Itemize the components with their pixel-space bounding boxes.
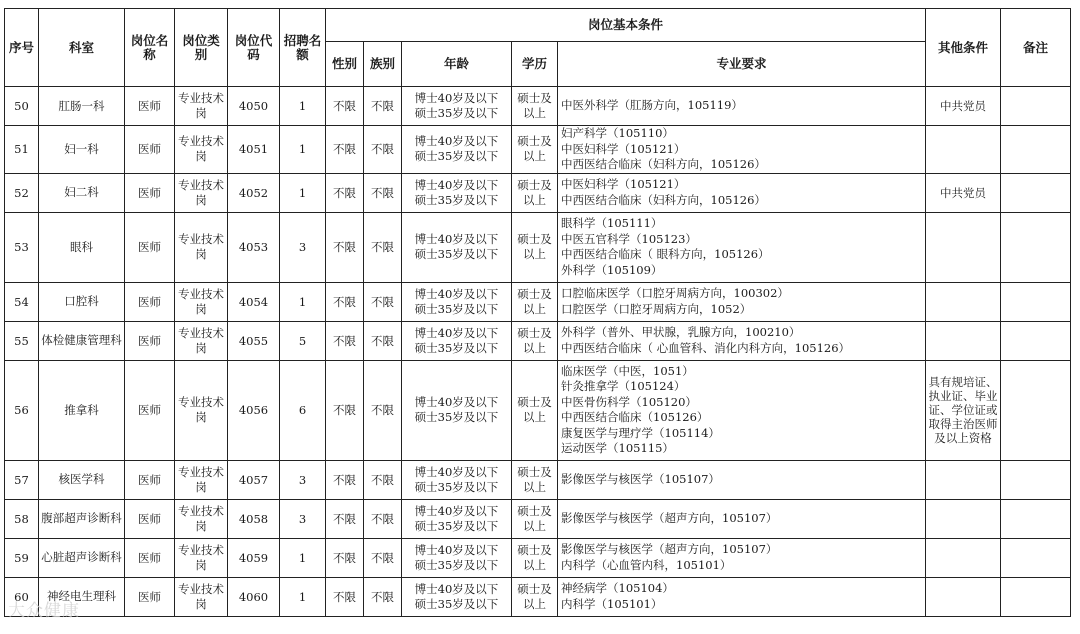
cell-age-line: 硕士35岁及以下 bbox=[414, 410, 499, 424]
cell-post-type: 专业技术岗 bbox=[175, 87, 228, 126]
cell-post-code: 4056 bbox=[228, 360, 280, 460]
cell-remark bbox=[1001, 212, 1071, 282]
cell-gender: 不限 bbox=[326, 282, 364, 321]
cell-quota: 1 bbox=[280, 538, 326, 577]
cell-age-line: 硕士35岁及以下 bbox=[414, 518, 499, 533]
cell-major-line: 中医五官科学（105123） bbox=[561, 231, 697, 246]
cell-dept: 腹部超声诊断科 bbox=[39, 499, 125, 538]
cell-major-line: 内科学（105101） bbox=[561, 596, 663, 611]
cell-seq: 54 bbox=[5, 282, 39, 321]
header-quota: 招聘名额 bbox=[280, 9, 326, 87]
cell-post-code: 4055 bbox=[228, 321, 280, 360]
cell-gender: 不限 bbox=[326, 460, 364, 499]
cell-post-name: 医师 bbox=[125, 321, 175, 360]
cell-post-code: 4058 bbox=[228, 499, 280, 538]
cell-seq: 52 bbox=[5, 173, 39, 212]
cell-age bbox=[402, 360, 512, 460]
table-row bbox=[5, 360, 1071, 460]
table-row bbox=[5, 212, 1071, 282]
cell-major bbox=[558, 538, 926, 577]
cell-remark bbox=[1001, 87, 1071, 126]
table-row bbox=[5, 126, 1071, 174]
cell-major-line: 中西医结合临床（105126） bbox=[561, 410, 709, 424]
cell-age-line: 硕士35岁及以下 bbox=[414, 301, 499, 316]
cell-remark bbox=[1001, 577, 1071, 616]
cell-post-name: 医师 bbox=[125, 126, 175, 174]
cell-quota: 6 bbox=[280, 360, 326, 460]
watermark-text: 大众健康 bbox=[8, 601, 80, 621]
cell-ethnicity: 不限 bbox=[364, 212, 402, 282]
cell-major bbox=[558, 212, 926, 282]
cell-education: 硕士及以上 bbox=[512, 577, 558, 616]
cell-ethnicity: 不限 bbox=[364, 499, 402, 538]
cell-age bbox=[402, 87, 512, 126]
cell-ethnicity: 不限 bbox=[364, 173, 402, 212]
cell-age-line: 硕士35岁及以下 bbox=[414, 340, 499, 355]
cell-dept: 推拿科 bbox=[39, 360, 125, 460]
cell-major bbox=[558, 460, 926, 499]
cell-dept: 心脏超声诊断科 bbox=[39, 538, 125, 577]
cell-major-line: 影像医学与核医学（105107） bbox=[561, 471, 720, 486]
cell-age-line: 硕士35岁及以下 bbox=[414, 149, 499, 164]
cell-age-line: 博士40岁及以下 bbox=[414, 177, 499, 192]
cell-age-line: 博士40岁及以下 bbox=[414, 464, 499, 479]
cell-age-line: 硕士35岁及以下 bbox=[414, 106, 499, 120]
cell-dept: 肛肠一科 bbox=[39, 87, 125, 126]
cell-education: 硕士及以上 bbox=[512, 212, 558, 282]
cell-gender: 不限 bbox=[326, 87, 364, 126]
cell-major-line: 中西医结合临床（妇科方向，105126） bbox=[561, 157, 766, 171]
cell-quota: 1 bbox=[280, 126, 326, 174]
cell-major bbox=[558, 360, 926, 460]
cell-major-line: 影像医学与核医学（超声方向，105107） bbox=[561, 542, 778, 556]
cell-post-name: 医师 bbox=[125, 499, 175, 538]
cell-major bbox=[558, 282, 926, 321]
cell-post-name: 医师 bbox=[125, 538, 175, 577]
header-post-type: 岗位类别 bbox=[175, 9, 228, 87]
header-seq: 序号 bbox=[5, 9, 39, 87]
cell-major-line: 妇产科学（105110） bbox=[561, 126, 674, 140]
cell-dept: 神经电生理科 bbox=[39, 577, 125, 616]
cell-age-line: 博士40岁及以下 bbox=[414, 503, 499, 518]
job-requirements-table bbox=[4, 8, 1071, 617]
cell-age-line: 博士40岁及以下 bbox=[414, 232, 499, 246]
cell-other bbox=[926, 212, 1001, 282]
cell-age-line: 博士40岁及以下 bbox=[414, 581, 499, 596]
cell-ethnicity: 不限 bbox=[364, 460, 402, 499]
table-row bbox=[5, 499, 1071, 538]
cell-age-line: 博士40岁及以下 bbox=[414, 395, 499, 409]
header-education: 学历 bbox=[512, 42, 558, 87]
cell-remark bbox=[1001, 460, 1071, 499]
cell-remark bbox=[1001, 360, 1071, 460]
header-other: 其他条件 bbox=[926, 9, 1001, 87]
cell-other: 中共党员 bbox=[926, 173, 1001, 212]
cell-major-line: 运动医学（105115） bbox=[561, 441, 674, 455]
cell-age bbox=[402, 577, 512, 616]
cell-seq: 55 bbox=[5, 321, 39, 360]
cell-post-code: 4060 bbox=[228, 577, 280, 616]
table-row bbox=[5, 538, 1071, 577]
cell-ethnicity: 不限 bbox=[364, 282, 402, 321]
cell-major-line: 中医妇科学（105121） bbox=[561, 141, 686, 156]
cell-other bbox=[926, 460, 1001, 499]
table-row bbox=[5, 577, 1071, 616]
cell-remark bbox=[1001, 126, 1071, 174]
cell-age bbox=[402, 212, 512, 282]
cell-education: 硕士及以上 bbox=[512, 460, 558, 499]
cell-remark bbox=[1001, 173, 1071, 212]
cell-seq: 58 bbox=[5, 499, 39, 538]
cell-gender: 不限 bbox=[326, 538, 364, 577]
cell-age-line: 博士40岁及以下 bbox=[414, 325, 499, 340]
cell-education: 硕士及以上 bbox=[512, 360, 558, 460]
cell-gender: 不限 bbox=[326, 577, 364, 616]
cell-major-line: 外科学（普外、甲状腺，乳腺方向，100210） bbox=[561, 325, 801, 339]
cell-major-line: 中医外科学（肛肠方向，105119） bbox=[561, 98, 743, 113]
cell-major-line: 口腔临床医学（口腔牙周病方向，100302） bbox=[561, 286, 789, 300]
cell-remark bbox=[1001, 282, 1071, 321]
cell-age bbox=[402, 460, 512, 499]
cell-other bbox=[926, 499, 1001, 538]
cell-quota: 3 bbox=[280, 499, 326, 538]
cell-other bbox=[926, 538, 1001, 577]
cell-major-line: 神经病学（105104） bbox=[561, 581, 674, 595]
cell-major-line: 中西医结合临床（ 眼科方向，105126） bbox=[561, 247, 770, 261]
cell-remark bbox=[1001, 499, 1071, 538]
cell-age bbox=[402, 173, 512, 212]
header-gender: 性别 bbox=[326, 42, 364, 87]
cell-other: 中共党员 bbox=[926, 87, 1001, 126]
cell-age-line: 硕士35岁及以下 bbox=[414, 192, 499, 207]
cell-post-code: 4057 bbox=[228, 460, 280, 499]
cell-dept: 口腔科 bbox=[39, 282, 125, 321]
cell-dept: 体检健康管理科 bbox=[39, 321, 125, 360]
cell-major-line: 眼科学（105111） bbox=[561, 216, 663, 230]
cell-age-line: 博士40岁及以下 bbox=[414, 286, 499, 301]
cell-education: 硕士及以上 bbox=[512, 126, 558, 174]
cell-age-line: 硕士35岁及以下 bbox=[414, 247, 499, 261]
cell-seq: 53 bbox=[5, 212, 39, 282]
cell-ethnicity: 不限 bbox=[364, 126, 402, 174]
cell-education: 硕士及以上 bbox=[512, 282, 558, 321]
cell-quota: 1 bbox=[280, 173, 326, 212]
header-basic-conditions: 岗位基本条件 bbox=[326, 9, 926, 42]
cell-post-code: 4051 bbox=[228, 126, 280, 174]
cell-age-line: 硕士35岁及以下 bbox=[414, 557, 499, 572]
cell-major-line: 影像医学与核医学（超声方向，105107） bbox=[561, 510, 778, 525]
cell-seq: 51 bbox=[5, 126, 39, 174]
cell-quota: 1 bbox=[280, 577, 326, 616]
cell-post-type: 专业技术岗 bbox=[175, 173, 228, 212]
cell-remark bbox=[1001, 538, 1071, 577]
cell-post-type: 专业技术岗 bbox=[175, 282, 228, 321]
cell-seq: 56 bbox=[5, 360, 39, 460]
cell-major-line: 口腔医学（口腔牙周病方向，1052） bbox=[561, 301, 752, 316]
cell-gender: 不限 bbox=[326, 499, 364, 538]
cell-education: 硕士及以上 bbox=[512, 173, 558, 212]
cell-dept: 妇一科 bbox=[39, 126, 125, 174]
cell-other bbox=[926, 577, 1001, 616]
cell-major bbox=[558, 499, 926, 538]
cell-seq: 50 bbox=[5, 87, 39, 126]
cell-major bbox=[558, 577, 926, 616]
header-post-code: 岗位代码 bbox=[228, 9, 280, 87]
cell-major bbox=[558, 173, 926, 212]
table-row bbox=[5, 87, 1071, 126]
cell-post-name: 医师 bbox=[125, 282, 175, 321]
cell-post-type: 专业技术岗 bbox=[175, 460, 228, 499]
cell-gender: 不限 bbox=[326, 360, 364, 460]
cell-post-name: 医师 bbox=[125, 87, 175, 126]
header-major: 专业要求 bbox=[558, 42, 926, 87]
cell-major-line: 中医骨伤科学（105120） bbox=[561, 394, 697, 409]
cell-quota: 1 bbox=[280, 282, 326, 321]
cell-ethnicity: 不限 bbox=[364, 577, 402, 616]
header-age: 年龄 bbox=[402, 42, 512, 87]
cell-post-type: 专业技术岗 bbox=[175, 360, 228, 460]
cell-post-name: 医师 bbox=[125, 360, 175, 460]
cell-major-line: 针灸推拿学（105124） bbox=[561, 379, 686, 393]
cell-post-type: 专业技术岗 bbox=[175, 577, 228, 616]
cell-post-type: 专业技术岗 bbox=[175, 321, 228, 360]
cell-post-name: 医师 bbox=[125, 577, 175, 616]
cell-quota: 5 bbox=[280, 321, 326, 360]
cell-major bbox=[558, 126, 926, 174]
cell-ethnicity: 不限 bbox=[364, 321, 402, 360]
cell-major-line: 中西医结合临床（妇科方向，105126） bbox=[561, 192, 766, 207]
cell-ethnicity: 不限 bbox=[364, 360, 402, 460]
cell-ethnicity: 不限 bbox=[364, 538, 402, 577]
cell-age bbox=[402, 282, 512, 321]
cell-post-name: 医师 bbox=[125, 460, 175, 499]
cell-education: 硕士及以上 bbox=[512, 538, 558, 577]
cell-remark bbox=[1001, 321, 1071, 360]
cell-quota: 3 bbox=[280, 460, 326, 499]
cell-gender: 不限 bbox=[326, 212, 364, 282]
cell-post-type: 专业技术岗 bbox=[175, 538, 228, 577]
cell-seq: 57 bbox=[5, 460, 39, 499]
cell-other bbox=[926, 282, 1001, 321]
cell-age bbox=[402, 538, 512, 577]
cell-dept: 妇二科 bbox=[39, 173, 125, 212]
cell-post-code: 4059 bbox=[228, 538, 280, 577]
cell-seq: 60 bbox=[5, 577, 39, 616]
table-row bbox=[5, 173, 1071, 212]
header-ethnicity: 族别 bbox=[364, 42, 402, 87]
table-row bbox=[5, 321, 1071, 360]
cell-seq: 59 bbox=[5, 538, 39, 577]
header-post-name: 岗位名称 bbox=[125, 9, 175, 87]
cell-major-line: 中西医结合临床（ 心血管科、消化内科方向，105126） bbox=[561, 340, 851, 355]
cell-post-code: 4053 bbox=[228, 212, 280, 282]
header-remark: 备注 bbox=[1001, 9, 1071, 87]
cell-post-name: 医师 bbox=[125, 212, 175, 282]
header-dept: 科室 bbox=[39, 9, 125, 87]
cell-post-name: 医师 bbox=[125, 173, 175, 212]
cell-post-type: 专业技术岗 bbox=[175, 212, 228, 282]
cell-major-line: 临床医学（中医，1051） bbox=[561, 363, 694, 378]
cell-post-code: 4052 bbox=[228, 173, 280, 212]
cell-age bbox=[402, 499, 512, 538]
cell-quota: 3 bbox=[280, 212, 326, 282]
cell-education: 硕士及以上 bbox=[512, 87, 558, 126]
cell-gender: 不限 bbox=[326, 173, 364, 212]
cell-post-type: 专业技术岗 bbox=[175, 126, 228, 174]
cell-education: 硕士及以上 bbox=[512, 321, 558, 360]
cell-major-line: 康复医学与理疗学（105114） bbox=[561, 425, 720, 440]
cell-age bbox=[402, 321, 512, 360]
cell-other: 具有规培证、执业证、毕业证、学位证或取得主治医师及以上资格 bbox=[926, 360, 1001, 460]
cell-quota: 1 bbox=[280, 87, 326, 126]
table-row bbox=[5, 460, 1071, 499]
cell-major-line: 外科学（105109） bbox=[561, 262, 663, 277]
cell-post-code: 4050 bbox=[228, 87, 280, 126]
cell-age bbox=[402, 126, 512, 174]
cell-other bbox=[926, 321, 1001, 360]
table-body bbox=[5, 87, 1071, 617]
cell-dept: 眼科 bbox=[39, 212, 125, 282]
cell-major-line: 中医妇科学（105121） bbox=[561, 177, 686, 191]
cell-age-line: 硕士35岁及以下 bbox=[414, 479, 499, 494]
cell-major-line: 内科学（心血管内科，105101） bbox=[561, 557, 732, 572]
cell-gender: 不限 bbox=[326, 321, 364, 360]
cell-age-line: 博士40岁及以下 bbox=[414, 542, 499, 557]
cell-ethnicity: 不限 bbox=[364, 87, 402, 126]
cell-age-line: 硕士35岁及以下 bbox=[414, 596, 499, 611]
cell-gender: 不限 bbox=[326, 126, 364, 174]
table-row bbox=[5, 282, 1071, 321]
cell-age-line: 博士40岁及以下 bbox=[414, 134, 499, 149]
cell-education: 硕士及以上 bbox=[512, 499, 558, 538]
cell-major bbox=[558, 321, 926, 360]
cell-major bbox=[558, 87, 926, 126]
cell-dept: 核医学科 bbox=[39, 460, 125, 499]
job-table-container bbox=[4, 8, 1071, 617]
cell-age-line: 博士40岁及以下 bbox=[414, 91, 499, 105]
cell-post-type: 专业技术岗 bbox=[175, 499, 228, 538]
cell-post-code: 4054 bbox=[228, 282, 280, 321]
cell-other bbox=[926, 126, 1001, 174]
